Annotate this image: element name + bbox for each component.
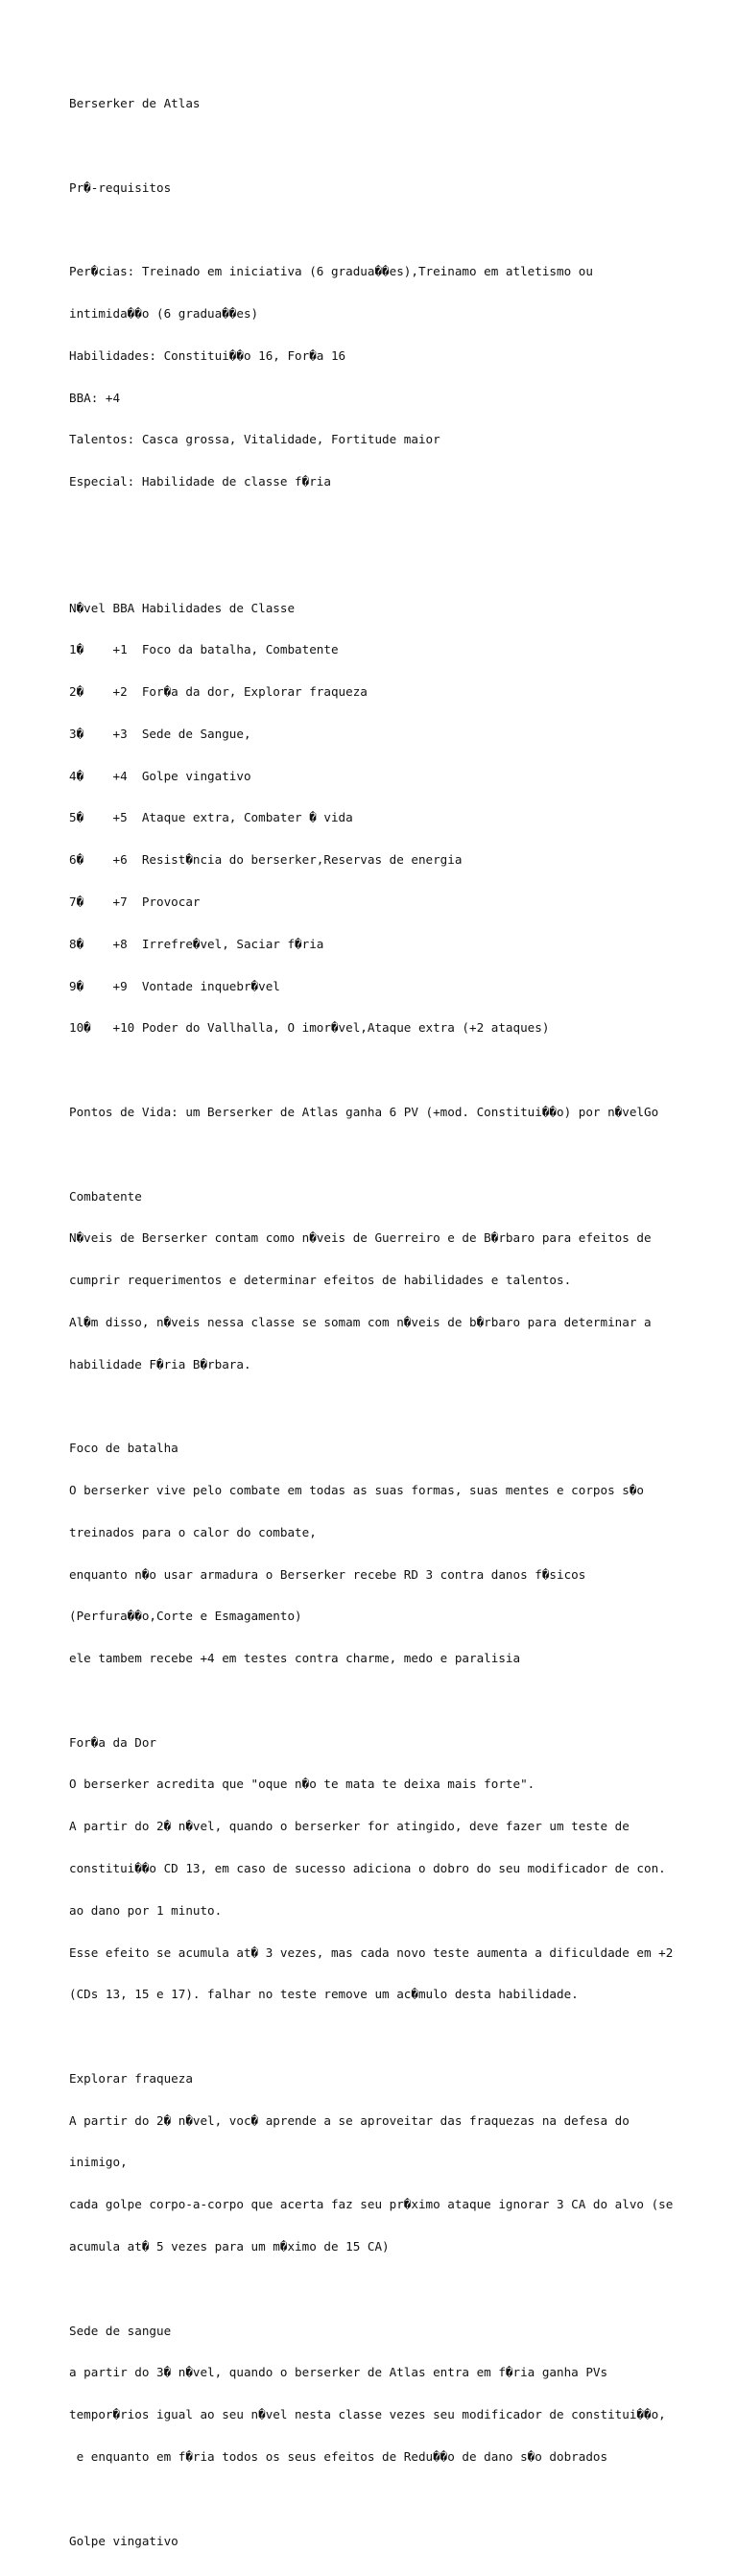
paragraph-line: ele tambem recebe +4 em testes contra charme, medo e paralisia <box>69 1651 521 1666</box>
level-table-row: 1� +1 Foco da batalha, Combatente <box>69 642 339 657</box>
level-table-row: 7� +7 Provocar <box>69 894 201 910</box>
paragraph-line: (CDs 13, 15 e 17). falhar no teste remove um ac�mulo desta habilidade. <box>69 1987 579 2002</box>
spacer <box>69 1694 683 1708</box>
section-heading-sede: Sede de sangue <box>69 2323 172 2338</box>
paragraph-line: treinados para o calor do combate, <box>69 1524 317 1539</box>
paragraph-line: tempor�rios igual ao seu n�vel nesta classe vezes seu modificador de constitui��o, <box>69 2407 666 2422</box>
level-table-row: 5� +5 Ataque extra, Combater � vida <box>69 810 353 825</box>
paragraph-line: enquanto n�o usar armadura o Berserker recebe RD 3 contra danos f�sicos <box>69 1566 586 1582</box>
spacer <box>69 517 683 532</box>
prereq-line: Per�cias: Treinado em iniciativa (6 gradua��es),Treinamo em atletismo ou <box>69 264 593 279</box>
spacer <box>69 1148 683 1162</box>
prereq-line: intimida��o (6 gradua��es) <box>69 306 259 322</box>
hit-points-line: Pontos de Vida: um Berserker de Atlas ganha 6 PV (+mod. Constitui��o) por n�velGo <box>69 1104 659 1119</box>
section-heading-combatente: Combatente <box>69 1188 142 1204</box>
paragraph-line: Al�m disso, n�veis nessa classe se somam com n�veis de b�rbaro para determinar a <box>69 1314 652 1329</box>
paragraph-line: A partir do 2� n�vel, voc� aprende a se aproveitar das fraquezas na defesa do <box>69 2112 630 2128</box>
paragraph-line: (Perfura��o,Corte e Esmagamento) <box>69 1609 302 1624</box>
section-heading-foco: Foco de batalha <box>69 1441 178 1456</box>
document-title: Berserker de Atlas <box>69 96 201 111</box>
spacer <box>69 1399 683 1414</box>
paragraph-line: acumula at� 5 vezes para um m�ximo de 15 CA) <box>69 2239 390 2254</box>
paragraph-line: A partir do 2� n�vel, quando o berserker for atingido, deve fazer um teste de <box>69 1819 630 1834</box>
paragraph-line: e enquanto em f�ria todos os seus efeitos de Redu��o de dano s�o dobrados <box>69 2448 608 2464</box>
spacer <box>69 2030 683 2044</box>
paragraph-line: habilidade F�ria B�rbara. <box>69 1356 251 1371</box>
spacer <box>69 560 683 574</box>
document-text <box>69 69 683 2576</box>
paragraph-line: Esse efeito se acumula at� 3 vezes, mas cada novo teste aumenta a dificuldade em +2 <box>69 1944 674 1960</box>
spacer <box>69 2282 683 2297</box>
level-table-header: N�vel BBA Habilidades de Classe <box>69 600 296 615</box>
paragraph-line: O berserker vive pelo combate em todas as suas formas, suas mentes e corpos s�o <box>69 1482 644 1497</box>
paragraph-line: constitui��o CD 13, em caso de sucesso adiciona o dobro do seu modificador de con. <box>69 1861 666 1875</box>
spacer <box>69 139 683 154</box>
prereq-line: Especial: Habilidade de classe f�ria <box>69 474 331 489</box>
level-table-row: 2� +2 For�a da dor, Explorar fraqueza <box>69 684 368 700</box>
section-heading-golpe: Golpe vingativo <box>69 2533 178 2548</box>
paragraph-line: inimigo, <box>69 2155 128 2170</box>
paragraph-line: cada golpe corpo-a-corpo que acerta faz seu pr�ximo ataque ignorar 3 CA do alvo (se <box>69 2197 674 2212</box>
paragraph-line: cumprir requerimentos e determinar efeitos de habilidades e talentos. <box>69 1273 572 1288</box>
prereq-line: Talentos: Casca grossa, Vitalidade, Fortitude maior <box>69 432 440 447</box>
prereq-line: BBA: +4 <box>69 390 121 405</box>
prereq-line: Habilidades: Constitui��o 16, For�a 16 <box>69 347 346 363</box>
level-table-row: 9� +9 Vontade inquebr�vel <box>69 978 280 993</box>
paragraph-line: N�veis de Berserker contam como n�veis de Guerreiro e de B�rbaro para efeitos de <box>69 1230 652 1246</box>
level-table-row: 3� +3 Sede de Sangue, <box>69 726 251 741</box>
paragraph-line: a partir do 3� n�vel, quando o berserker de Atlas entra em f�ria ganha PVs <box>69 2365 608 2380</box>
spacer <box>69 2493 683 2507</box>
level-table-row: 4� +4 Golpe vingativo <box>69 768 251 783</box>
paragraph-line: O berserker acredita que "oque n�o te mata te deixa mais forte". <box>69 1777 535 1792</box>
paragraph-line: ao dano por 1 minuto. <box>69 1902 223 1918</box>
level-table-row: 10� +10 Poder do Vallhalla, O imor�vel,Ataque extra (+2 ataques) <box>69 1020 550 1036</box>
level-table-row: 8� +8 Irrefre�vel, Saciar f�ria <box>69 936 324 951</box>
spacer <box>69 1063 683 1078</box>
section-heading-explorar: Explorar fraqueza <box>69 2070 193 2086</box>
section-heading-forca: For�a da Dor <box>69 1734 156 1750</box>
prereq-heading: Pr�-requisitos <box>69 179 172 195</box>
level-table-row: 6� +6 Resist�ncia do berserker,Reservas de energia <box>69 852 463 868</box>
spacer <box>69 224 683 238</box>
